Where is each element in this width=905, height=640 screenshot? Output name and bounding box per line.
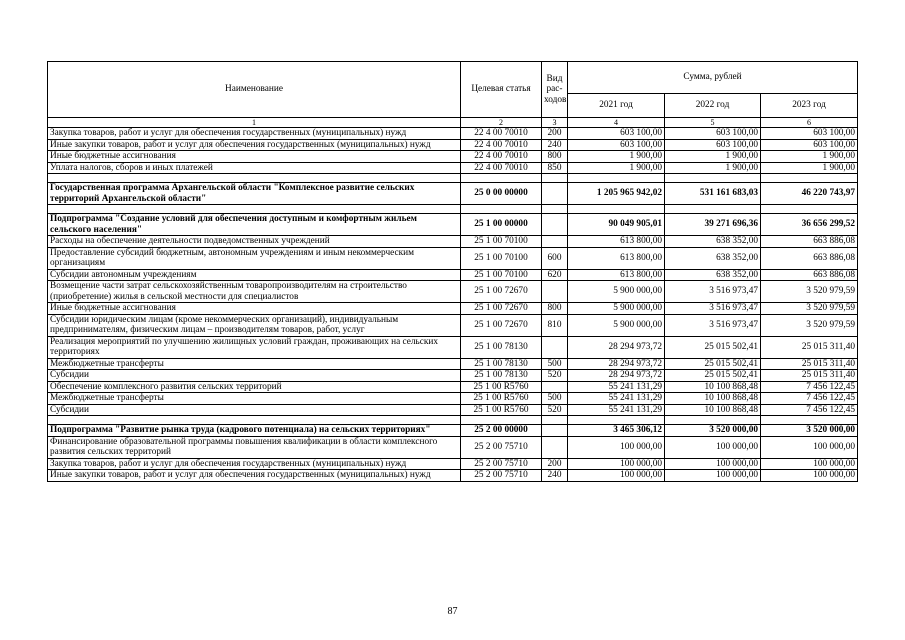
row-target-article: 25 1 00 78130	[461, 370, 542, 382]
row-amount-2023: 1 900,00	[761, 162, 858, 174]
header-expense-type: Вид рас-ходов	[542, 62, 568, 118]
row-expense-type: 620	[542, 269, 568, 281]
row-expense-type: 500	[542, 358, 568, 370]
row-name: Межбюджетные трансферты	[48, 358, 461, 370]
row-amount-2022: 1 900,00	[665, 151, 761, 163]
row-target-article: 25 1 00 70100	[461, 247, 542, 269]
empty-cell	[568, 205, 665, 214]
row-amount-2023: 7 456 122,45	[761, 381, 858, 393]
row-expense-type	[542, 214, 568, 236]
row-amount-2022: 3 516 973,47	[665, 303, 761, 315]
row-amount-2022: 531 161 683,03	[665, 183, 761, 205]
empty-cell	[542, 174, 568, 183]
row-expense-type	[542, 183, 568, 205]
row-name: Межбюджетные трансферты	[48, 393, 461, 405]
header-year-2022: 2022 год	[665, 94, 761, 118]
row-amount-2023: 7 456 122,45	[761, 393, 858, 405]
section-total-row	[48, 425, 858, 437]
table-row	[48, 470, 858, 482]
row-amount-2023: 3 520 000,00	[761, 425, 858, 437]
table-header	[48, 62, 858, 128]
row-expense-type: 810	[542, 314, 568, 336]
row-amount-2023: 3 520 979,59	[761, 281, 858, 303]
row-name: Обеспечение комплексного развития сельских территорий	[48, 381, 461, 393]
row-amount-2022: 638 352,00	[665, 236, 761, 248]
row-amount-2023: 603 100,00	[761, 139, 858, 151]
row-name: Субсидии	[48, 404, 461, 416]
row-amount-2021: 613 800,00	[568, 269, 665, 281]
column-index: 5	[665, 118, 761, 128]
table-row	[48, 370, 858, 382]
row-name: Закупка товаров, работ и услуг для обеспечения государственных (муниципальных) нужд	[48, 128, 461, 140]
row-expense-type: 800	[542, 151, 568, 163]
row-name: Иные бюджетные ассигнования	[48, 303, 461, 315]
row-name: Закупка товаров, работ и услуг для обеспечения государственных (муниципальных) нужд	[48, 458, 461, 470]
row-amount-2023: 603 100,00	[761, 128, 858, 140]
table-row	[48, 151, 858, 163]
row-amount-2022: 638 352,00	[665, 269, 761, 281]
empty-cell	[48, 416, 461, 425]
row-name: Подпрограмма "Развитие рынка труда (кадрового потенциала) на сельских территориях"	[48, 425, 461, 437]
row-amount-2021: 3 465 306,12	[568, 425, 665, 437]
spacer-row	[48, 205, 858, 214]
row-amount-2021: 603 100,00	[568, 139, 665, 151]
row-name: Подпрограмма "Создание условий для обеспечения доступным и комфортным жильем сельского населения"	[48, 214, 461, 236]
row-target-article: 22 4 00 70010	[461, 162, 542, 174]
row-name: Реализация мероприятий по улучшению жилищных условий граждан, проживающих на сельских территориях	[48, 336, 461, 358]
column-index: 2	[461, 118, 542, 128]
table-row	[48, 281, 858, 303]
table-row	[48, 358, 858, 370]
header-year-2021: 2021 год	[568, 94, 665, 118]
row-amount-2022: 10 100 868,48	[665, 393, 761, 405]
row-name: Иные закупки товаров, работ и услуг для обеспечения государственных (муниципальных) нужд	[48, 139, 461, 151]
section-total-row	[48, 183, 858, 205]
empty-cell	[461, 174, 542, 183]
row-amount-2022: 100 000,00	[665, 436, 761, 458]
row-amount-2021: 55 241 131,29	[568, 381, 665, 393]
row-amount-2021: 613 800,00	[568, 236, 665, 248]
row-expense-type	[542, 381, 568, 393]
row-target-article: 25 1 00 70100	[461, 269, 542, 281]
row-amount-2021: 100 000,00	[568, 470, 665, 482]
row-amount-2021: 613 800,00	[568, 247, 665, 269]
row-amount-2023: 663 886,08	[761, 247, 858, 269]
row-expense-type: 200	[542, 458, 568, 470]
row-name: Расходы на обеспечение деятельности подведомственных учреждений	[48, 236, 461, 248]
column-index-row	[48, 118, 858, 128]
row-expense-type	[542, 425, 568, 437]
row-amount-2022: 100 000,00	[665, 458, 761, 470]
row-amount-2021: 5 900 000,00	[568, 303, 665, 315]
column-index: 6	[761, 118, 858, 128]
row-amount-2023: 3 520 979,59	[761, 314, 858, 336]
row-amount-2021: 28 294 973,72	[568, 336, 665, 358]
table-row	[48, 139, 858, 151]
row-amount-2022: 3 516 973,47	[665, 281, 761, 303]
row-amount-2021: 100 000,00	[568, 458, 665, 470]
table-row	[48, 381, 858, 393]
empty-cell	[48, 174, 461, 183]
row-name: Возмещение части затрат сельскохозяйственным товаропроизводителям на строительство (приобретение) жилья в сельской местности для специалистов	[48, 281, 461, 303]
table-row	[48, 128, 858, 140]
spacer-row	[48, 174, 858, 183]
row-amount-2022: 10 100 868,48	[665, 381, 761, 393]
column-index: 1	[48, 118, 461, 128]
row-target-article: 25 2 00 75710	[461, 470, 542, 482]
row-amount-2021: 603 100,00	[568, 128, 665, 140]
row-amount-2023: 46 220 743,97	[761, 183, 858, 205]
header-target-article: Целевая статья	[461, 62, 542, 118]
row-target-article: 25 1 00 R5760	[461, 393, 542, 405]
row-amount-2022: 10 100 868,48	[665, 404, 761, 416]
row-amount-2023: 3 520 979,59	[761, 303, 858, 315]
row-target-article: 22 4 00 70010	[461, 128, 542, 140]
row-expense-type: 240	[542, 470, 568, 482]
row-name: Субсидии	[48, 370, 461, 382]
column-index: 4	[568, 118, 665, 128]
empty-cell	[761, 416, 858, 425]
row-amount-2023: 100 000,00	[761, 458, 858, 470]
row-name: Государственная программа Архангельской области "Комплексное развитие сельских территорий Архангельской области"	[48, 183, 461, 205]
empty-cell	[568, 416, 665, 425]
row-name: Уплата налогов, сборов и иных платежей	[48, 162, 461, 174]
row-amount-2021: 28 294 973,72	[568, 370, 665, 382]
row-amount-2021: 100 000,00	[568, 436, 665, 458]
table-row	[48, 247, 858, 269]
row-target-article: 25 1 00 00000	[461, 214, 542, 236]
empty-cell	[542, 416, 568, 425]
row-amount-2023: 25 015 311,40	[761, 370, 858, 382]
row-amount-2021: 5 900 000,00	[568, 314, 665, 336]
row-name: Иные закупки товаров, работ и услуг для обеспечения государственных (муниципальных) нужд	[48, 470, 461, 482]
row-target-article: 25 1 00 78130	[461, 358, 542, 370]
header-name: Наименование	[48, 62, 461, 118]
row-target-article: 25 1 00 72670	[461, 281, 542, 303]
empty-cell	[461, 416, 542, 425]
empty-cell	[542, 205, 568, 214]
table-row	[48, 404, 858, 416]
row-amount-2022: 25 015 502,41	[665, 358, 761, 370]
table-row	[48, 393, 858, 405]
row-amount-2023: 100 000,00	[761, 436, 858, 458]
table-row	[48, 236, 858, 248]
row-amount-2023: 25 015 311,40	[761, 336, 858, 358]
row-name: Субсидии автономным учреждениям	[48, 269, 461, 281]
row-amount-2022: 603 100,00	[665, 139, 761, 151]
row-amount-2021: 28 294 973,72	[568, 358, 665, 370]
row-expense-type	[542, 336, 568, 358]
row-amount-2021: 55 241 131,29	[568, 393, 665, 405]
row-expense-type: 200	[542, 128, 568, 140]
row-expense-type: 800	[542, 303, 568, 315]
row-amount-2021: 55 241 131,29	[568, 404, 665, 416]
section-total-row	[48, 214, 858, 236]
row-name: Субсидии юридическим лицам (кроме некоммерческих организаций), индивидуальным предпринимателям, физическим лицам – производителям товаров, работ, услуг	[48, 314, 461, 336]
header-sum: Сумма, рублей	[568, 62, 858, 94]
row-amount-2023: 7 456 122,45	[761, 404, 858, 416]
empty-cell	[761, 205, 858, 214]
row-amount-2021: 5 900 000,00	[568, 281, 665, 303]
row-name: Финансирование образовательной программы повышения квалификации в области комплексного развития сельских территорий	[48, 436, 461, 458]
row-amount-2021: 90 049 905,01	[568, 214, 665, 236]
row-target-article: 25 1 00 70100	[461, 236, 542, 248]
row-target-article: 25 1 00 R5760	[461, 381, 542, 393]
table-body	[48, 128, 858, 482]
header-year-2023: 2023 год	[761, 94, 858, 118]
row-expense-type: 500	[542, 393, 568, 405]
row-target-article: 25 2 00 75710	[461, 436, 542, 458]
row-expense-type: 850	[542, 162, 568, 174]
table-row	[48, 314, 858, 336]
row-amount-2023: 36 656 299,52	[761, 214, 858, 236]
row-target-article: 25 2 00 00000	[461, 425, 542, 437]
row-amount-2023: 25 015 311,40	[761, 358, 858, 370]
row-expense-type: 600	[542, 247, 568, 269]
row-target-article: 25 1 00 72670	[461, 314, 542, 336]
row-amount-2022: 603 100,00	[665, 128, 761, 140]
row-amount-2023: 1 900,00	[761, 151, 858, 163]
empty-cell	[461, 205, 542, 214]
row-amount-2022: 100 000,00	[665, 470, 761, 482]
row-target-article: 22 4 00 70010	[461, 139, 542, 151]
row-amount-2023: 663 886,08	[761, 236, 858, 248]
row-target-article: 22 4 00 70010	[461, 151, 542, 163]
row-target-article: 25 2 00 75710	[461, 458, 542, 470]
row-amount-2022: 25 015 502,41	[665, 336, 761, 358]
spacer-row	[48, 416, 858, 425]
empty-cell	[568, 174, 665, 183]
row-target-article: 25 1 00 72670	[461, 303, 542, 315]
column-index: 3	[542, 118, 568, 128]
table-row	[48, 436, 858, 458]
table-row	[48, 336, 858, 358]
table-row	[48, 162, 858, 174]
row-target-article: 25 1 00 78130	[461, 336, 542, 358]
row-expense-type	[542, 436, 568, 458]
row-amount-2021: 1 205 965 942,02	[568, 183, 665, 205]
row-amount-2023: 100 000,00	[761, 470, 858, 482]
row-expense-type: 520	[542, 370, 568, 382]
row-expense-type	[542, 281, 568, 303]
row-amount-2022: 1 900,00	[665, 162, 761, 174]
row-expense-type: 520	[542, 404, 568, 416]
page-number: 87	[447, 606, 458, 617]
table-row	[48, 303, 858, 315]
empty-cell	[48, 205, 461, 214]
row-amount-2022: 3 520 000,00	[665, 425, 761, 437]
budget-table	[47, 61, 858, 482]
table-row	[48, 458, 858, 470]
row-expense-type	[542, 236, 568, 248]
row-name: Предоставление субсидий бюджетным, автономным учреждениям и иным некоммерческим организациям	[48, 247, 461, 269]
row-amount-2022: 3 516 973,47	[665, 314, 761, 336]
row-name: Иные бюджетные ассигнования	[48, 151, 461, 163]
table-row	[48, 269, 858, 281]
row-target-article: 25 1 00 R5760	[461, 404, 542, 416]
row-amount-2021: 1 900,00	[568, 151, 665, 163]
row-amount-2023: 663 886,08	[761, 269, 858, 281]
empty-cell	[665, 416, 761, 425]
row-target-article: 25 0 00 00000	[461, 183, 542, 205]
row-amount-2022: 638 352,00	[665, 247, 761, 269]
row-amount-2022: 39 271 696,36	[665, 214, 761, 236]
empty-cell	[665, 174, 761, 183]
empty-cell	[761, 174, 858, 183]
row-amount-2022: 25 015 502,41	[665, 370, 761, 382]
row-amount-2021: 1 900,00	[568, 162, 665, 174]
row-expense-type: 240	[542, 139, 568, 151]
empty-cell	[665, 205, 761, 214]
